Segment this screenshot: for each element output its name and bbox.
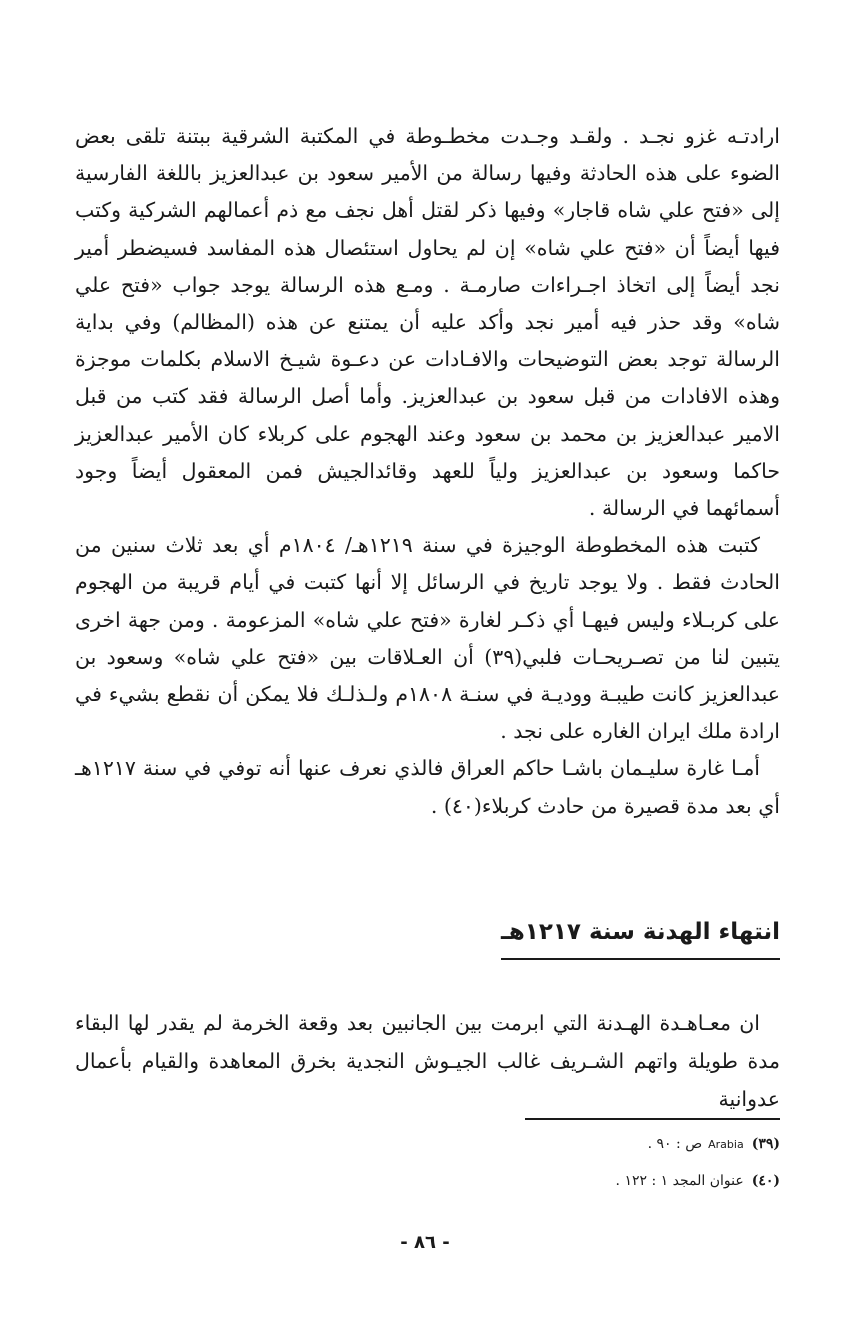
footnotes [280, 1126, 780, 1199]
footnote-number: (٤٠) [751, 1173, 780, 1189]
page-number: - ٨٦ - [400, 1232, 450, 1253]
footnote-39 [280, 1126, 780, 1163]
footnote-text: عنوان المجد ١ : ١٢٢ . [615, 1173, 744, 1189]
body-paragraph-3: أمـا غارة سليـمان باشـا حاكم العراق فالذي نعرف عنها أنه توفي في سنة ١٢١٧هـ أي بعد مدة قصيرة من حادث كربلاء(٤٠) . [75, 756, 780, 818]
section-heading-wrap [501, 912, 780, 960]
section-paragraph: ان معـاهـدة الهـدنة التي ابرمت بين الجانبين بعد وقعة الخرمة لم يقدر لها البقاء مدة طويلة واتهم الشـريف غالب الجيـوش النجدية بخرق المعاهدة والقيام بأعمال عدوانية [75, 1011, 780, 1111]
footnote-source: Arabia [708, 1138, 744, 1151]
body-paragraph-1: ارادتـه غزو نجـد . ولقـد وجـدت مخطـوطة في المكتبة الشرقية ببتنة تلقى بعض الضوء على هذه الحادثة وفيها رسالة من الأمير سعود بن عبدالعزيز باللغة الفارسية إلى «فتح علي شاه قاجار» وفيها ذكر لقتل أهل نجف مع ذم أعمالهم الشركية وكتب فيها أيضاً أن «فتح علي شاه» إن لم يحاول استئصال هذه المفاسد فسيضطر أمير نجد أيضاً إلى اتخاذ اجـراءات صارمـة . ومـع هذه الرسالة يوجد جواب «فتح علي شاه» وقد حذر فيه أمير نجد وأكد عليه أن يمتنع عن هذه (المظالم) وفي بداية الرسالة توجد بعض التوضيحات والافـادات عن دعـوة شيـخ الاسلام بكلمات موجزة وهذه الافادات من قبل سعود بن عبدالعزيز. وأما أصل الرسالة فقد كتب من قبل الامير عبدالعزيز بن محمد بن سعود وعند الهجوم على كربلاء كان الأمير عبدالعزيز حاكما وسعود بن عبدالعزيز ولياً للعهد وقائدالجيش فمن المعقول أيضاً وجود أسمائهما في الرسالة . [75, 124, 780, 521]
footnote-text: ص : ٩٠ . [647, 1136, 703, 1152]
body-paragraph-2: كتبت هذه المخطوطة الوجيزة في سنة ١٢١٩هـ/ ١٨٠٤م أي بعد ثلاث سنين من الحادث فقط . ولا يوجد تاريخ في الرسائل إلا أنها كتبت في أيام قريبة من الهجوم على كربـلاء وليس فيهـا أي ذكـر لغارة «فتح علي شاه» المزعومة . ومن جهة اخرى يتبين لنا من تصـريحـات فلبي(٣٩) أن العـلاقات بين «فتح علي شاه» وسعود بن عبدالعزيز كانت طيبـة ووديـة في سنـة ١٨٠٨م ولـذلـك فلا يمكن أن نقطع بشيء في ارادة ملك ايران الغاره على نجد . [75, 533, 781, 744]
footnote-divider [525, 1118, 780, 1120]
footnote-number: (٣٩) [751, 1136, 780, 1152]
main-text [75, 118, 780, 825]
footnote-40 [280, 1163, 780, 1199]
section-heading: انتهاء الهدنة سنة ١٢١٧هـ [501, 912, 780, 960]
